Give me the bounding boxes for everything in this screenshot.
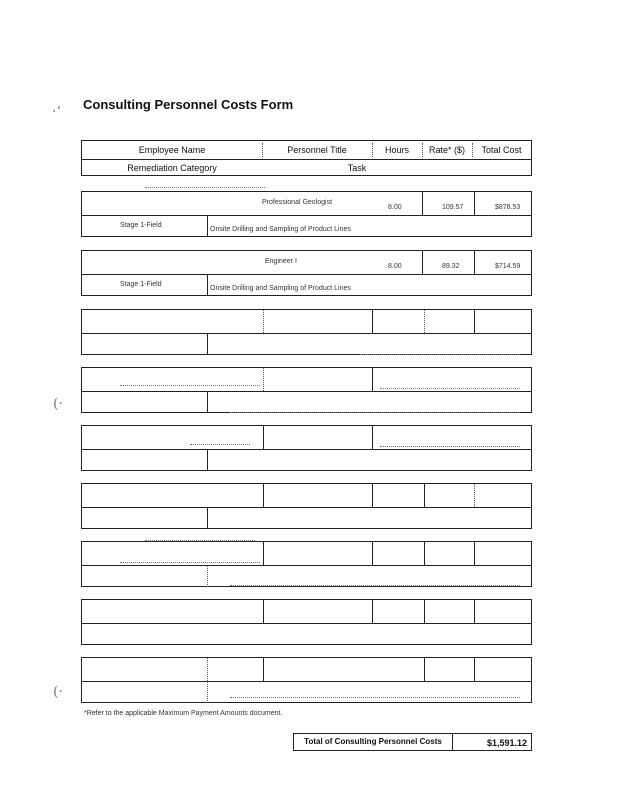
total-label: Total of Consulting Personnel Costs bbox=[294, 734, 453, 750]
entry-total-cost: $714.59 bbox=[495, 263, 521, 270]
header-personnel-title: Personnel Title bbox=[287, 145, 347, 155]
total-costs-box bbox=[293, 733, 532, 751]
header-total-cost: Total Cost bbox=[481, 145, 522, 155]
entry-hours: 8.00 bbox=[388, 204, 402, 211]
page-title: Consulting Personnel Costs Form bbox=[83, 97, 294, 112]
entry-total-cost: $876.53 bbox=[495, 204, 521, 211]
scan-artifact: ·‘ bbox=[52, 104, 61, 120]
blank-personnel-entry bbox=[81, 599, 532, 645]
entry-task: Onsite Drilling and Sampling of Product Lines bbox=[210, 285, 351, 292]
blank-personnel-entry bbox=[81, 367, 532, 413]
total-value: $1,591.12 bbox=[486, 738, 527, 748]
scan-artifact: (· bbox=[53, 396, 63, 412]
entry-rate: 109.57 bbox=[442, 204, 464, 211]
header-hours: Hours bbox=[384, 145, 409, 155]
scan-artifact: (· bbox=[53, 684, 63, 700]
entry-task: Onsite Drilling and Sampling of Product Lines bbox=[210, 226, 351, 233]
header-task: Task bbox=[347, 163, 367, 173]
blank-personnel-entry bbox=[81, 483, 532, 529]
form-header bbox=[81, 140, 532, 176]
entry-hours: 8.00 bbox=[388, 263, 402, 270]
entry-personnel-title: Engineer I bbox=[265, 258, 297, 265]
header-remediation-category: Remediation Category bbox=[127, 163, 217, 173]
blank-personnel-entry bbox=[81, 425, 532, 471]
entry-personnel-title: Professional Geologist bbox=[262, 199, 333, 206]
personnel-entry bbox=[81, 250, 532, 296]
blank-personnel-entry bbox=[81, 309, 532, 355]
entry-rate: 89.32 bbox=[442, 263, 460, 270]
personnel-entry bbox=[81, 191, 532, 237]
header-rate: Rate* ($) bbox=[428, 145, 465, 155]
header-employee-name: Employee Name bbox=[138, 145, 206, 155]
footnote: *Refer to the applicable Maximum Payment Amounts document. bbox=[84, 710, 283, 717]
entry-remediation-category: Stage 1-Field bbox=[120, 281, 162, 288]
blank-personnel-entry bbox=[81, 541, 532, 587]
entry-remediation-category: Stage 1-Field bbox=[120, 222, 162, 229]
